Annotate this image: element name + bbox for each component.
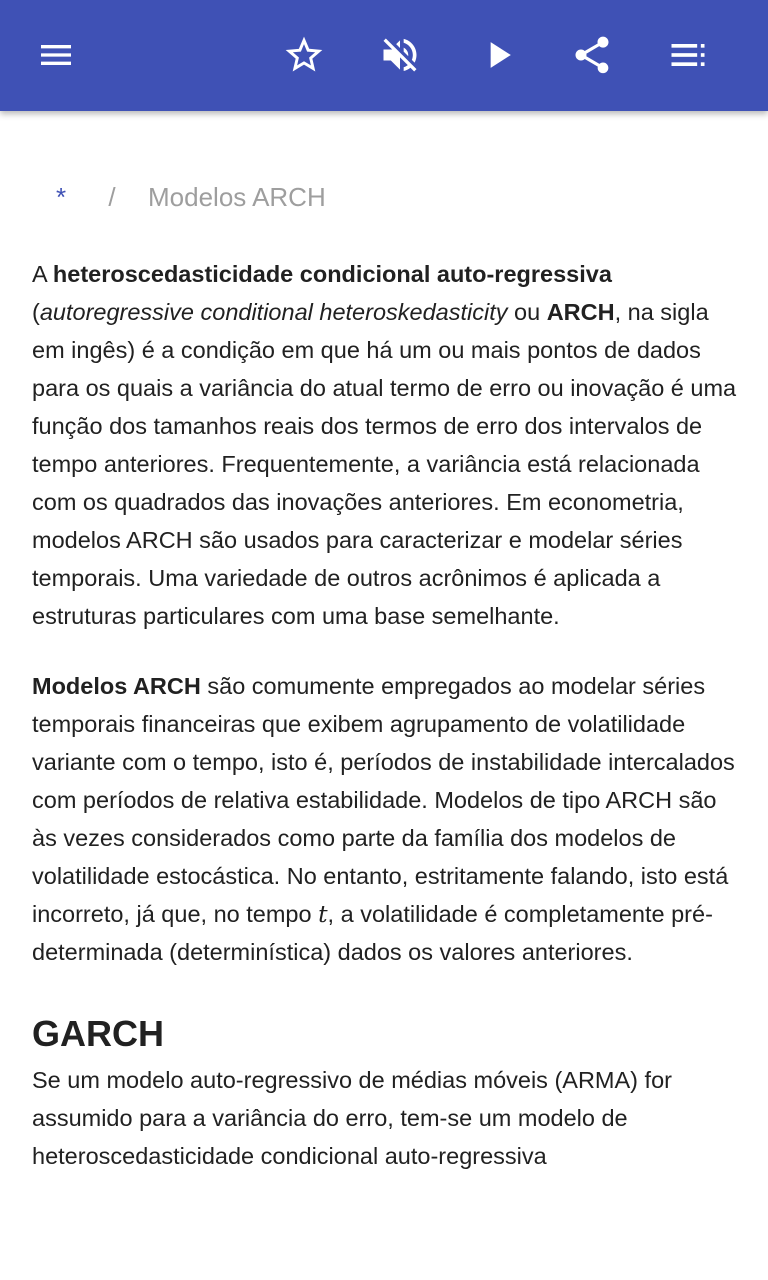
bold-term: Modelos ARCH — [32, 673, 201, 699]
article-scroll-view[interactable] — [0, 111, 768, 1280]
breadcrumb-current: Modelos ARCH — [148, 182, 326, 212]
models-paragraph — [32, 667, 738, 971]
breadcrumb-separator: / — [108, 182, 116, 212]
garch-paragraph: Se um modelo auto-regressivo de médias móveis (ARMA) for assumido para a variância do erro, tem-se um modelo de heteroscedasticidade condicional auto-regressiva — [32, 1067, 672, 1169]
section-heading-garch: GARCH — [32, 1013, 164, 1054]
share-button[interactable] — [564, 27, 620, 83]
text-run: ( — [32, 299, 40, 325]
breadcrumb — [56, 179, 326, 215]
play-button[interactable] — [470, 27, 526, 83]
text-run: , a volatilidade é completamente pré-determinada (determinística) dados os valores anteriores. — [32, 901, 713, 965]
intro-paragraph — [32, 255, 738, 635]
text-run: , na sigla em ingês) é a condição em que há um ou mais pontos de dados para os quais a variância do atual termo de erro ou inovação é uma função dos tamanhos reais dos termos de erro dos intervalos de tempo anteriores. Frequentemente, a variância está relacionada com os quadrados das inovações anteriores. Em econometria, modelos ARCH são usados para caracterizar e modelar séries temporais. Uma variedade de outros acrônimos é aplicada a estruturas particulares com uma base semelhante. — [32, 299, 737, 629]
list-icon — [666, 33, 710, 77]
star-outline-icon — [282, 33, 326, 77]
play-icon — [476, 33, 520, 77]
mute-button[interactable] — [372, 27, 428, 83]
volume-off-icon — [378, 33, 422, 77]
math-variable: t — [318, 900, 328, 928]
menu-icon — [36, 35, 76, 75]
text-run: ou — [507, 299, 547, 325]
text-run: A — [32, 261, 53, 287]
menu-button[interactable] — [28, 27, 84, 83]
app-bar — [0, 0, 768, 111]
share-icon — [570, 33, 614, 77]
italic-term: autoregressive conditional heteroskedasticity — [39, 299, 508, 325]
favorite-button[interactable] — [276, 27, 332, 83]
toc-button[interactable] — [660, 27, 716, 83]
text-run: são comumente empregados ao modelar séries temporais financeiras que exibem agrupamento de volatilidade variante com o tempo, isto é, períodos de instabilidade intercalados com períodos de relativa estabilidade. Modelos de tipo ARCH são às vezes considerados como parte da família dos modelos de volatilidade estocástica. No entanto, estritamente falando, isto está incorreto, já que, no tempo — [32, 673, 735, 927]
bold-term: ARCH — [546, 299, 615, 325]
breadcrumb-home-link[interactable]: * — [56, 182, 67, 212]
bold-term: heteroscedasticidade condicional auto-regressiva — [52, 261, 612, 287]
article-body — [32, 255, 738, 1207]
